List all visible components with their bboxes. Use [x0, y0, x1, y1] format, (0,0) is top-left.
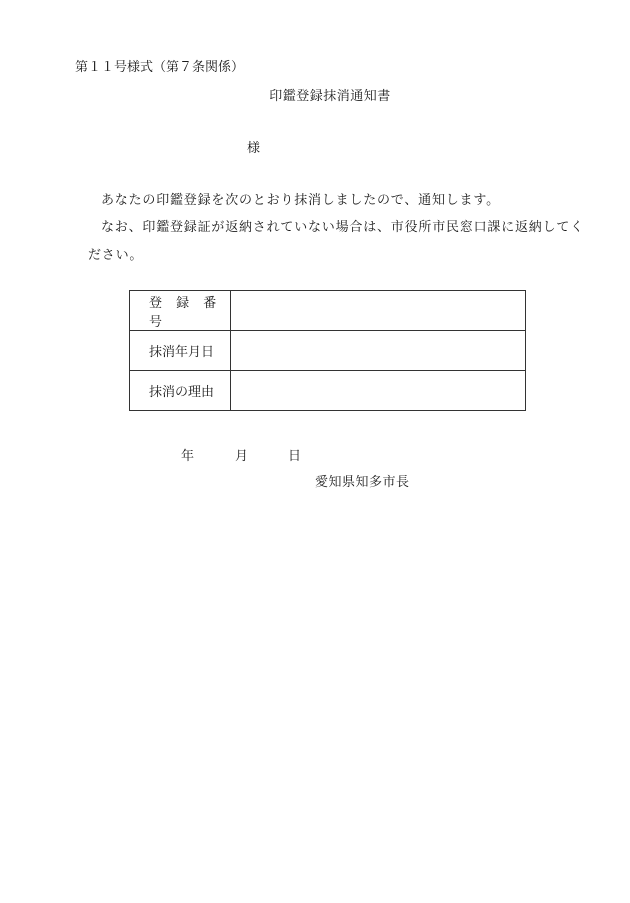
- table-row-cancellation-date: [130, 331, 526, 371]
- registration-info-table: [129, 290, 526, 411]
- date-day-label: 日: [288, 449, 302, 464]
- document-title: 印鑑登録抹消通知書: [269, 89, 391, 104]
- table-row-cancellation-reason: [130, 371, 526, 411]
- registration-number-value: [231, 291, 526, 331]
- date-month-label: 月: [235, 449, 249, 464]
- notice-line-1: あなたの印鑑登録を次のとおり抹消しましたので、通知します。: [101, 193, 500, 208]
- addressee-suffix: 様: [247, 141, 261, 156]
- cancellation-reason-label: 抹消の理由: [130, 371, 231, 411]
- cancellation-date-value: [231, 331, 526, 371]
- cancellation-date-label: 抹消年月日: [130, 331, 231, 371]
- notice-line-2-continued: ださい。: [88, 248, 144, 263]
- issuer-name: 愛知県知多市長: [315, 475, 410, 490]
- table-row-registration-number: [130, 291, 526, 331]
- date-year-label: 年: [181, 449, 195, 464]
- cancellation-reason-value: [231, 371, 526, 411]
- registration-number-label: 登 録 番 号: [130, 291, 231, 331]
- notice-line-2: なお、印鑑登録証が返納されていない場合は、市役所市民窓口課に返納してく: [101, 220, 585, 235]
- form-number: 第１１号様式（第７条関係）: [75, 60, 245, 75]
